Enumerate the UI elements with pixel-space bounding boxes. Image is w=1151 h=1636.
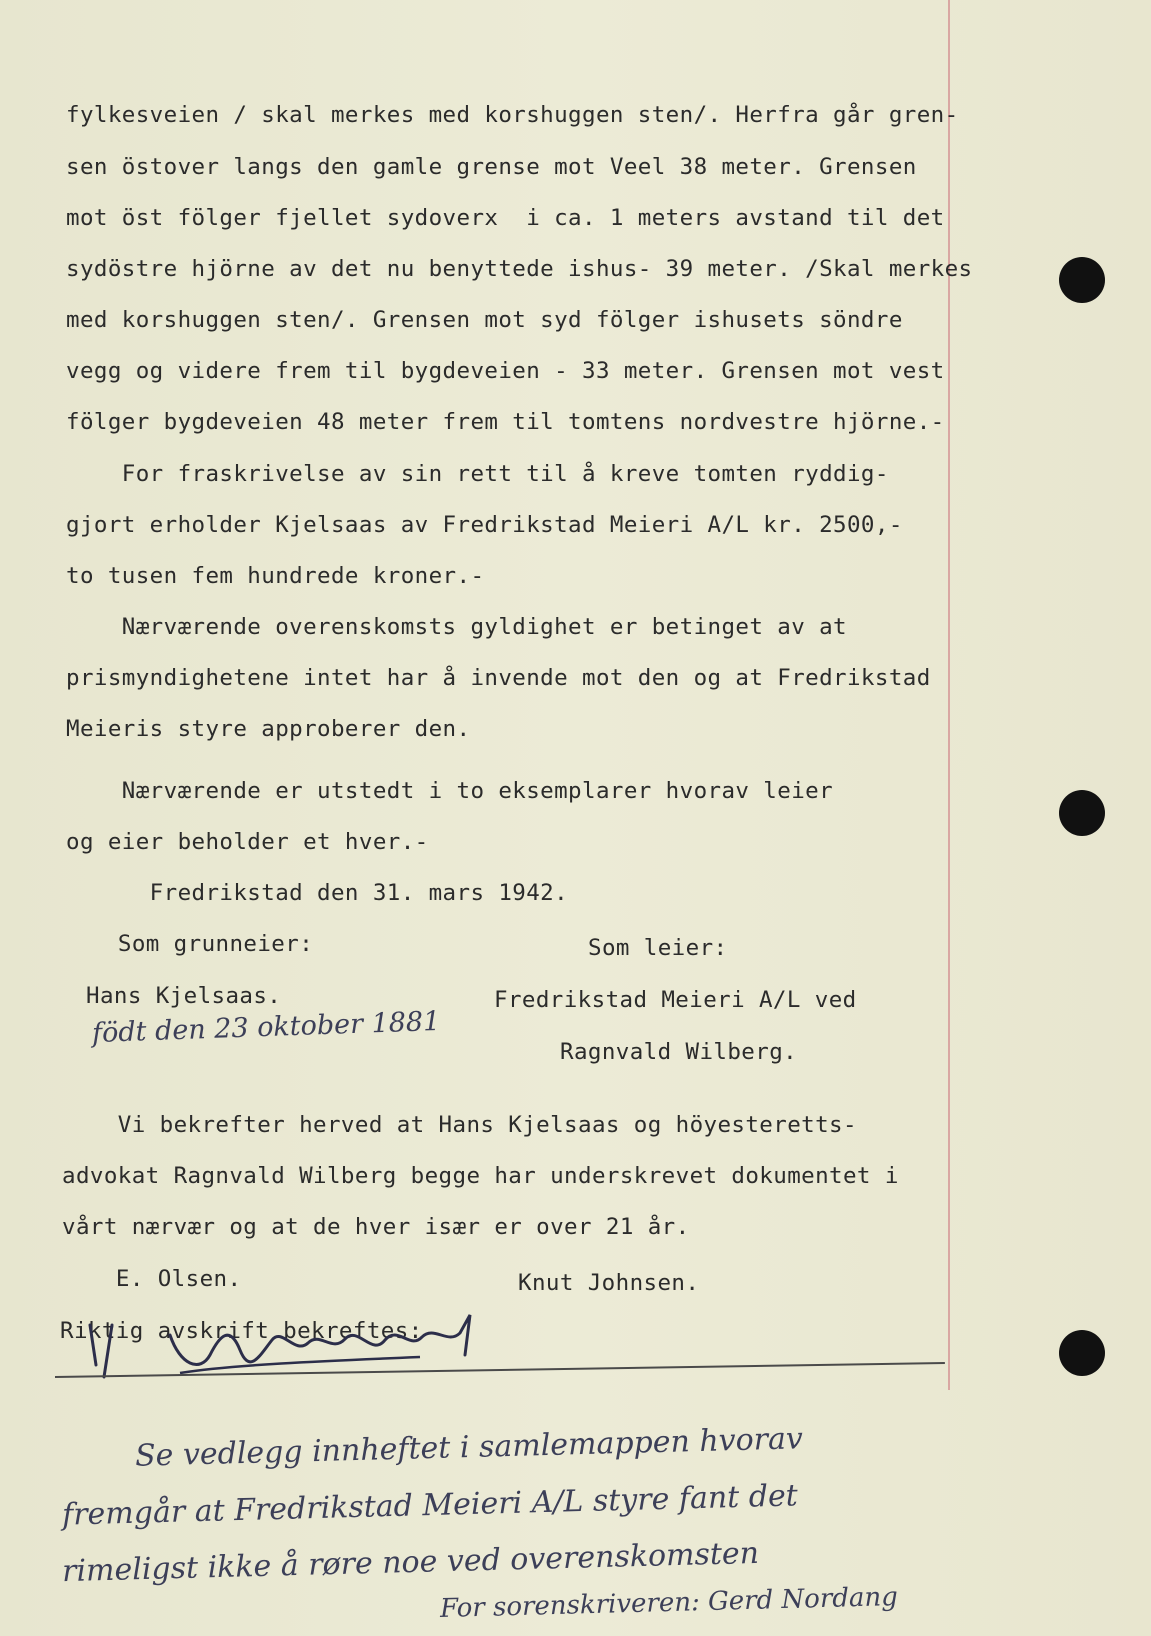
- text-line-11: Nærværende overenskomsts gyldighet er betinget av at: [66, 614, 847, 640]
- text-line-2: sen östover langs den gamle grense mot Veel 38 meter. Grensen: [66, 154, 917, 180]
- text-line-10: to tusen fem hundrede kroner.-: [66, 563, 485, 589]
- tenant-company: Fredrikstad Meieri A/L ved: [494, 987, 857, 1013]
- text-line-7: fölger bygdeveien 48 meter frem til tomtens nordvestre hjörne.-: [66, 409, 945, 435]
- tenant-label: Som leier:: [588, 935, 728, 961]
- text-line-13: Meieris styre approberer den.: [66, 716, 471, 742]
- landowner-name: Hans Kjelsaas.: [86, 983, 282, 1009]
- handwritten-note-line-3: rimeligst ikke å røre noe ved overenskomsten: [61, 1535, 760, 1590]
- text-line-3: mot öst fölger fjellet sydoverx i ca. 1 meters avstand til det: [66, 205, 945, 231]
- text-line-15: og eier beholder et hver.-: [66, 829, 429, 855]
- text-line-witness-2: advokat Ragnvald Wilberg begge har underskrevet dokumentet i: [62, 1163, 899, 1189]
- text-line-4: sydöstre hjörne av det nu benyttede ishus- 39 meter. /Skal merkes: [66, 256, 973, 282]
- text-line-1: fylkesveien / skal merkes med korshuggen sten/. Herfra går gren-: [66, 102, 959, 128]
- handwritten-birth-note: födt den 23 oktober 1881: [91, 1005, 441, 1050]
- tenant-representative: Ragnvald Wilberg.: [560, 1039, 798, 1065]
- text-line-witness-1: Vi bekrefter herved at Hans Kjelsaas og höyesteretts-: [62, 1112, 857, 1138]
- handwritten-note-line-1: Se vedlegg innheftet i samlemappen hvorav: [134, 1421, 804, 1474]
- margin-line: [948, 0, 950, 1390]
- date-line: Fredrikstad den 31. mars 1942.: [66, 880, 569, 906]
- signature-scribble: [60, 1295, 500, 1395]
- witness-1: E. Olsen.: [88, 1266, 242, 1292]
- punch-hole-middle: [1059, 790, 1105, 836]
- text-line-6: vegg og videre frem til bygdeveien - 33 meter. Grensen mot vest: [66, 358, 945, 384]
- handwritten-note-line-4: For sorenskriveren: Gerd Nordang: [439, 1582, 899, 1624]
- text-line-5: med korshuggen sten/. Grensen mot syd fölger ishusets söndre: [66, 307, 903, 333]
- text-line-14: Nærværende er utstedt i to eksemplarer hvorav leier: [66, 778, 834, 804]
- landowner-label: Som grunneier:: [90, 931, 314, 957]
- punch-hole-top: [1059, 257, 1105, 303]
- witness-2: Knut Johnsen.: [518, 1270, 700, 1296]
- certification-line: Riktig avskrift bekreftes:: [60, 1318, 423, 1344]
- handwritten-note-line-2: fremgår at Fredrikstad Meieri A/L styre fant det: [61, 1478, 799, 1533]
- text-line-12: prismyndighetene intet har å invende mot den og at Fredrikstad: [66, 665, 931, 691]
- text-line-witness-3: vårt nærvær og at de hver især er over 21 år.: [62, 1214, 690, 1240]
- punch-hole-bottom: [1059, 1330, 1105, 1376]
- text-line-8: For fraskrivelse av sin rett til å kreve tomten ryddig-: [66, 461, 889, 487]
- text-line-9: gjort erholder Kjelsaas av Fredrikstad Meieri A/L kr. 2500,-: [66, 512, 903, 538]
